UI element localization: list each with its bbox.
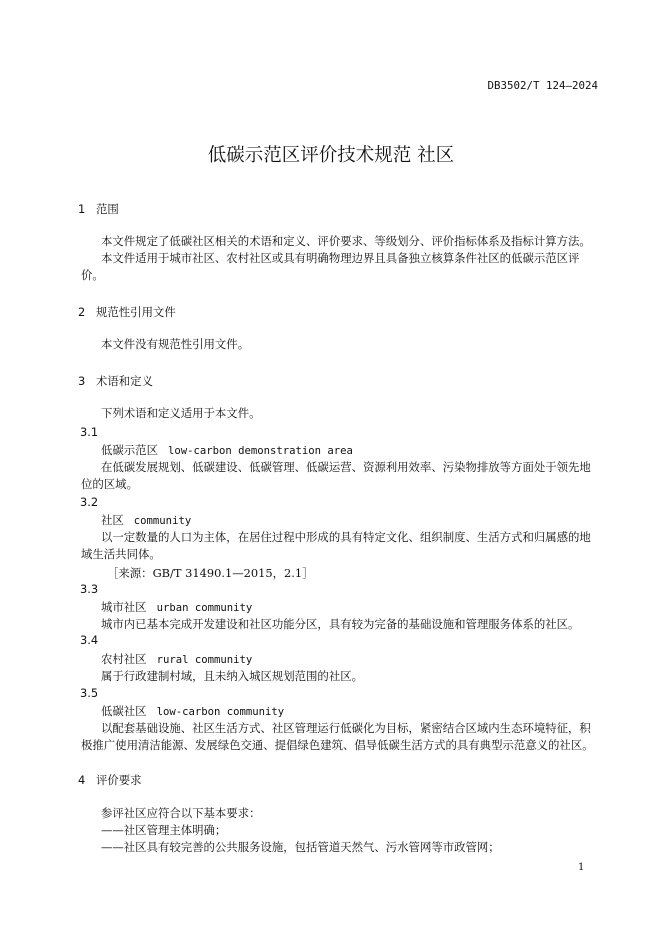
term-number: 3.2 — [80, 495, 99, 509]
section-title: 规范性引用文件 — [96, 305, 176, 319]
term-definition: 属于行政建制村域，且未纳入城区规划范围的社区。 — [101, 669, 363, 683]
section-1-paragraph-1: 本文件规定了低碳社区相关的术语和定义、评价要求、等级划分、评价指标体系及指标计算方法。 — [101, 234, 591, 248]
section-number: 2 — [78, 305, 86, 319]
section-title: 术语和定义 — [96, 374, 153, 388]
term-definition: 城市内已基本完成开发建设和社区功能分区，具有较为完备的基础设施和管理服务体系的社区。 — [101, 617, 580, 631]
section-3-heading — [78, 373, 153, 389]
term-zh: 社区 — [101, 513, 124, 527]
section-3-intro: 下列术语和定义适用于本文件。 — [101, 406, 261, 420]
section-4-intro: 参评社区应符合以下基本要求： — [101, 806, 261, 820]
term-heading — [101, 512, 191, 528]
term-zh: 低碳示范区 — [101, 443, 158, 457]
term-number: 3.3 — [80, 582, 99, 596]
term-en: rural community — [156, 654, 253, 666]
term-source: ［来源：GB/T 31490.1—2015，2.1］ — [107, 566, 314, 580]
section-number: 3 — [78, 374, 86, 388]
document-title: 低碳示范区评价技术规范 社区 — [207, 145, 455, 166]
term-number: 3.1 — [80, 425, 99, 439]
section-2-paragraph-1: 本文件没有规范性引用文件。 — [101, 337, 250, 351]
section-1-paragraph-2: 本文件适用于城市社区、农村社区或具有明确物理边界且具备独立核算条件社区的低碳示范区评价。 — [81, 251, 580, 282]
term-heading — [101, 442, 353, 458]
term-zh: 城市社区 — [101, 600, 147, 614]
section-2-heading — [78, 304, 176, 320]
section-title: 范围 — [96, 202, 119, 216]
term-number: 3.5 — [80, 686, 99, 700]
page-number: 1 — [578, 862, 585, 873]
term-zh: 农村社区 — [101, 652, 147, 666]
term-definition: 以配套基础设施、社区生活方式、社区管理运行低碳化为目标，紧密结合区域内生态环境特征，积极推广使用清洁能源、发展绿色交通、提倡绿色建筑、倡导低碳生活方式的具有典型示范意义的社区。 — [81, 721, 594, 752]
term-en: low-carbon demonstration area — [167, 445, 353, 457]
term-heading — [101, 703, 284, 719]
term-en: low-carbon community — [156, 706, 285, 718]
document-number: DB3502/T 124—2024 — [487, 79, 598, 92]
section-number: 4 — [78, 773, 86, 787]
term-heading — [101, 599, 252, 615]
section-4-heading — [78, 772, 142, 788]
list-item: ——社区管理主体明确； — [101, 823, 227, 837]
term-zh: 低碳社区 — [101, 704, 147, 718]
section-1-heading — [78, 201, 119, 217]
term-definition: 在低碳发展规划、低碳建设、低碳管理、低碳运营、资源利用效率、污染物排放等方面处于领先地位的区域。 — [81, 460, 591, 491]
term-en: community — [133, 515, 192, 527]
term-number: 3.4 — [80, 633, 99, 647]
term-definition: 以一定数量的人口为主体，在居住过程中形成的具有特定文化、组织制度、生活方式和归属感的地域生活共同体。 — [81, 530, 591, 561]
term-heading — [101, 651, 252, 667]
section-title: 评价要求 — [96, 773, 142, 787]
section-number: 1 — [78, 202, 86, 216]
term-en: urban community — [156, 602, 253, 614]
list-item: ——社区具有较完善的公共服务设施，包括管道天然气、污水管网等市政管网； — [101, 840, 500, 854]
